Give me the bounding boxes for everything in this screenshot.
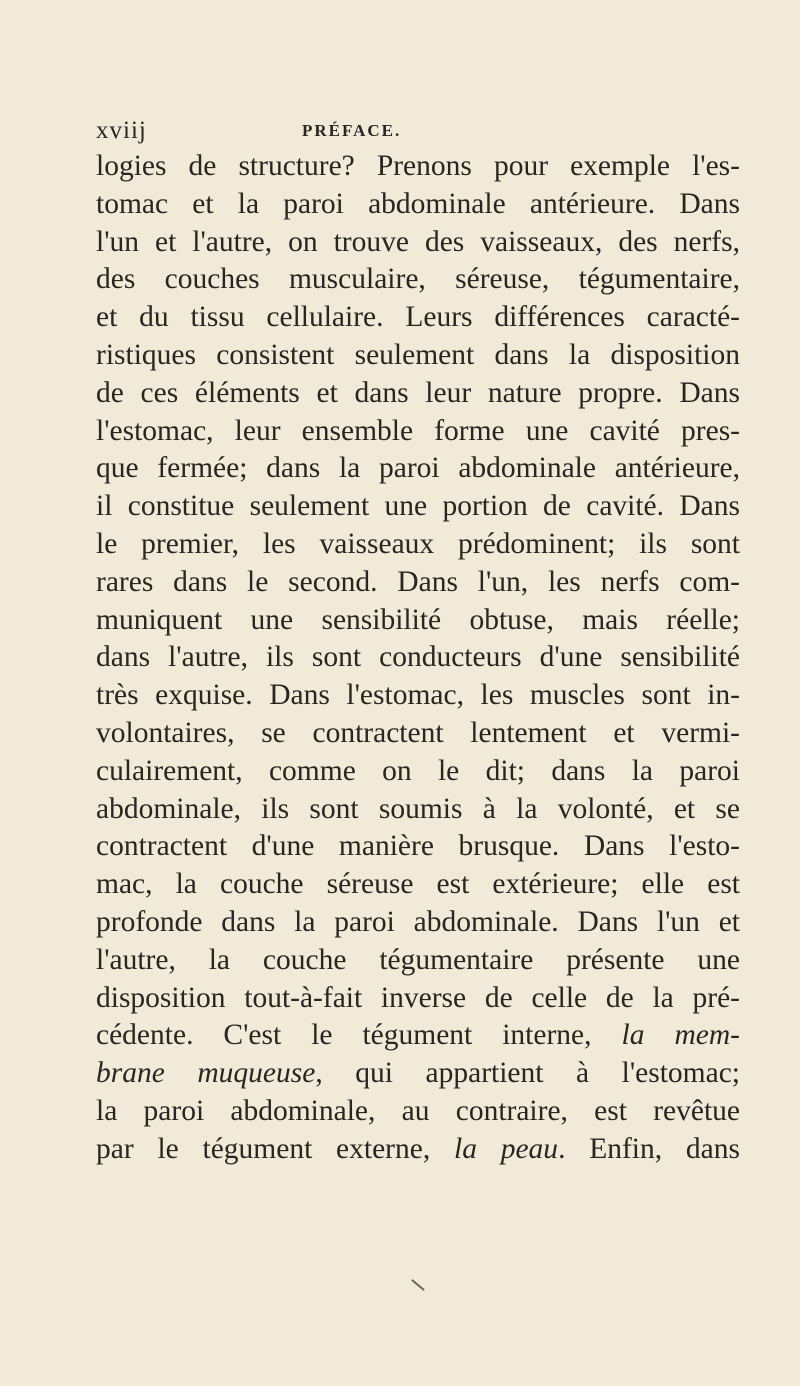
- text-segment: il constitue seulement une portion de cavité. Dans: [96, 490, 740, 523]
- text-line: [96, 904, 740, 942]
- text-segment: l'un et l'autre, on trouve des vaisseaux, des nerfs,: [96, 225, 740, 258]
- text-segment: profonde dans la paroi abdominale. Dans l'un et: [96, 905, 740, 938]
- italic-text-segment: brane muqueuse: [96, 1057, 316, 1090]
- body-text: [96, 148, 740, 1169]
- text-line: [96, 299, 740, 337]
- italic-text-segment: la mem-: [621, 1019, 740, 1052]
- text-segment: volontaires, se contractent lentement et vermi-: [96, 716, 740, 749]
- text-line: [96, 866, 740, 904]
- text-segment: et du tissu cellulaire. Leurs différences caracté-: [96, 301, 740, 334]
- text-line: [96, 186, 740, 224]
- text-line: [96, 526, 740, 564]
- text-line: [96, 224, 740, 262]
- text-segment: ristiques consistent seulement dans la disposition: [96, 338, 740, 371]
- text-segment: l'estomac, leur ensemble forme une cavité pres-: [96, 414, 740, 447]
- text-line: [96, 488, 740, 526]
- text-line: [96, 639, 740, 677]
- running-head: [96, 117, 736, 147]
- text-line: [96, 753, 740, 791]
- page-mark: [411, 1279, 425, 1291]
- text-segment: le premier, les vaisseaux prédominent; ils sont: [96, 527, 740, 560]
- text-line: [96, 715, 740, 753]
- text-line: [96, 261, 740, 299]
- text-segment: rares dans le second. Dans l'un, les nerfs com-: [96, 565, 740, 598]
- text-segment: culairement, comme on le dit; dans la paroi: [96, 754, 740, 787]
- text-line: [96, 1055, 740, 1093]
- text-line: [96, 450, 740, 488]
- text-line: [96, 677, 740, 715]
- text-segment: la paroi abdominale, au contraire, est revêtue: [96, 1094, 740, 1127]
- text-segment: abdominale, ils sont soumis à la volonté, et se: [96, 792, 740, 825]
- text-segment: tomac et la paroi abdominale antérieure. Dans: [96, 187, 740, 220]
- text-line: [96, 413, 740, 451]
- text-segment: par le tégument externe,: [96, 1132, 454, 1165]
- text-segment: très exquise. Dans l'estomac, les muscles sont in-: [96, 679, 740, 712]
- text-segment: disposition tout-à-fait inverse de celle de la pré-: [96, 981, 740, 1014]
- text-segment: de ces éléments et dans leur nature propre. Dans: [96, 376, 740, 409]
- text-segment: des couches musculaire, séreuse, tégumentaire,: [96, 263, 740, 296]
- text-segment: cédente. C'est le tégument interne,: [96, 1019, 622, 1052]
- text-segment: mac, la couche séreuse est extérieure; elle est: [96, 868, 740, 901]
- text-segment: l'autre, la couche tégumentaire présente une: [96, 943, 740, 976]
- text-line: [96, 564, 740, 602]
- text-line: [96, 942, 740, 980]
- text-segment: muniquent une sensibilité obtuse, mais réelle;: [96, 603, 740, 636]
- text-segment: dans l'autre, ils sont conducteurs d'une sensibilité: [96, 641, 740, 674]
- text-segment: , qui appartient à l'estomac;: [315, 1057, 740, 1090]
- page-number: xviij: [96, 117, 147, 144]
- text-line: [96, 828, 740, 866]
- text-line: [96, 1131, 740, 1169]
- text-line: [96, 1017, 740, 1055]
- text-segment: . Enfin, dans: [558, 1132, 740, 1165]
- text-segment: logies de structure? Prenons pour exemple l'es-: [96, 150, 740, 182]
- text-line: [96, 148, 740, 186]
- italic-text-segment: la peau: [454, 1132, 559, 1165]
- text-line: [96, 1093, 740, 1131]
- text-line: [96, 980, 740, 1018]
- text-segment: contractent d'une manière brusque. Dans l'esto-: [96, 830, 740, 863]
- text-line: [96, 375, 740, 413]
- text-line: [96, 337, 740, 375]
- text-line: [96, 602, 740, 640]
- text-line: [96, 791, 740, 829]
- running-title: PRÉFACE.: [302, 121, 402, 140]
- text-segment: que fermée; dans la paroi abdominale antérieure,: [96, 452, 740, 485]
